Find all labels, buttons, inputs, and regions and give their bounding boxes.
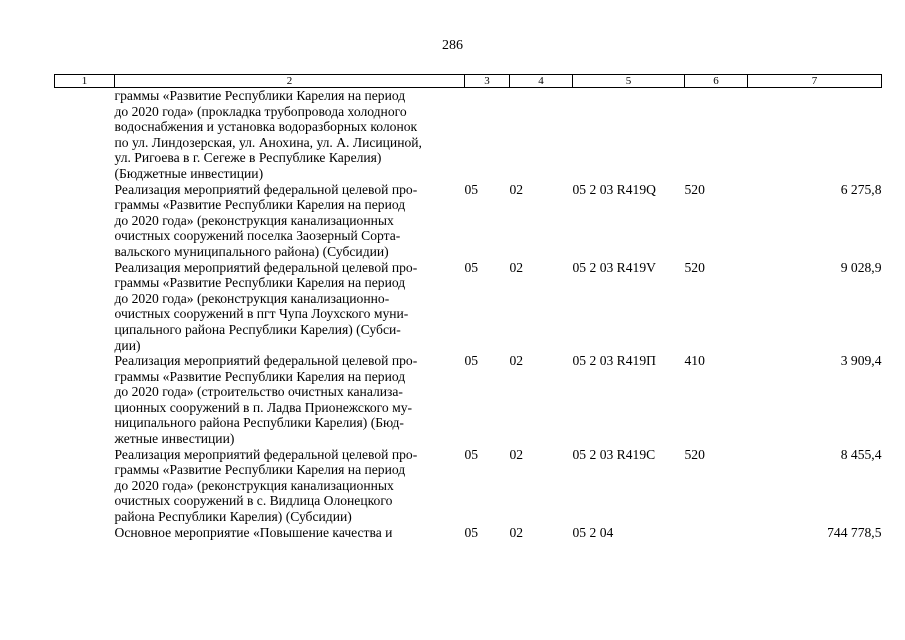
cell-col1	[55, 260, 115, 354]
cell-subsection: 02	[509, 446, 524, 462]
description-line: Реализация мероприятий федеральной целевой про-	[114, 446, 418, 462]
description-line: граммы «Развитие Республики Карелия на период	[114, 197, 406, 213]
column-header-5: 5	[573, 75, 685, 88]
cell-subsection	[510, 88, 573, 182]
cell-subsection: 02	[509, 181, 524, 197]
cell-description	[115, 447, 465, 525]
table-body	[55, 88, 882, 541]
column-header-1: 1	[55, 75, 115, 88]
cell-target-article: 05 2 03 R419П	[572, 353, 656, 369]
cell-section	[465, 88, 510, 182]
cell-section: 05	[464, 259, 479, 275]
description-text	[115, 525, 457, 541]
cell-description	[115, 525, 465, 541]
cell-amount: 744 778,5	[827, 524, 882, 540]
cell-target-article: 05 2 03 R419С	[572, 446, 656, 462]
cell-col1	[55, 88, 115, 182]
cell-target-article: 05 2 04	[572, 524, 614, 540]
table-row	[55, 260, 882, 354]
cell-description	[115, 260, 465, 354]
cell-col1	[55, 447, 115, 525]
description-line: граммы «Развитие Республики Карелия на период	[114, 275, 406, 291]
description-line: очистных сооружений в с. Видлица Олонецкого	[114, 493, 393, 509]
cell-subsection: 02	[509, 259, 524, 275]
cell-description	[115, 182, 465, 260]
description-text	[115, 260, 457, 354]
cell-expense-type	[685, 525, 748, 541]
cell-col1	[55, 353, 115, 447]
description-line: жетные инвестиции)	[114, 431, 235, 447]
description-line: ниципального района Республики Карелия) (Бюд-	[114, 415, 404, 431]
table-header	[55, 75, 882, 88]
column-header-2: 2	[115, 75, 465, 88]
cell-expense-type: 410	[684, 353, 705, 369]
description-line: до 2020 года» (реконструкция канализационно-	[114, 290, 390, 306]
cell-section: 05	[464, 524, 479, 540]
table-row	[55, 353, 882, 447]
description-line: Основное мероприятие «Повышение качества и	[114, 524, 393, 540]
description-line: вальского муниципального района) (Субсидии)	[114, 243, 389, 259]
description-line: по ул. Линдозерская, ул. Анохина, ул. А. Лисициной,	[114, 134, 422, 150]
table-row	[55, 182, 882, 260]
cell-amount: 6 275,8	[840, 181, 882, 197]
description-line: дии)	[114, 337, 141, 353]
cell-amount: 8 455,4	[840, 446, 882, 462]
table-row	[55, 88, 882, 182]
description-line: района Республики Карелия) (Субсидии)	[114, 509, 352, 525]
description-line: Реализация мероприятий федеральной целевой про-	[114, 353, 418, 369]
description-line: (Бюджетные инвестиции)	[114, 165, 264, 181]
cell-target-article: 05 2 03 R419V	[572, 259, 656, 275]
description-line: граммы «Развитие Республики Карелия на период	[114, 462, 406, 478]
table-row	[55, 447, 882, 525]
cell-target-article	[573, 88, 685, 182]
description-line: ционных сооружений в п. Ладва Прионежского му-	[114, 399, 413, 415]
description-line: Реализация мероприятий федеральной целевой про-	[114, 259, 418, 275]
cell-expense-type	[685, 88, 748, 182]
column-header-3: 3	[465, 75, 510, 88]
cell-section: 05	[464, 446, 479, 462]
description-line: до 2020 года» (реконструкция канализационных	[114, 477, 394, 493]
table-row	[55, 525, 882, 541]
cell-expense-type: 520	[684, 259, 705, 275]
cell-target-article: 05 2 03 R419Q	[572, 181, 656, 197]
description-line: до 2020 года» (прокладка трубопровода холодного	[114, 103, 407, 119]
description-text	[115, 182, 457, 260]
cell-description	[115, 353, 465, 447]
column-header-7: 7	[748, 75, 882, 88]
description-line: очистных сооружений поселка Заозерный Сорта-	[114, 228, 401, 244]
description-text	[115, 353, 457, 447]
cell-section: 05	[464, 353, 479, 369]
description-line: очистных сооружений в пгт Чупа Лоухского муни-	[114, 306, 409, 322]
description-line: Реализация мероприятий федеральной целевой про-	[114, 181, 418, 197]
cell-col1	[55, 525, 115, 541]
description-line: до 2020 года» (реконструкция канализационных	[114, 212, 394, 228]
description-line: ул. Ригоева в г. Сегеже в Республике Карелия)	[114, 150, 382, 166]
description-line: водоснабжения и установка водоразборных колонок	[114, 119, 418, 135]
page-number: 286	[442, 38, 463, 53]
description-line: граммы «Развитие Республики Карелия на период	[114, 368, 406, 384]
cell-amount	[748, 88, 882, 182]
description-line: ципального района Республики Карелия) (Субси-	[114, 321, 401, 337]
cell-description	[115, 88, 465, 182]
description-line: граммы «Развитие Республики Карелия на период	[114, 88, 406, 103]
cell-expense-type: 520	[684, 181, 705, 197]
description-line: до 2020 года» (строительство очистных канализа-	[114, 384, 403, 400]
column-header-4: 4	[510, 75, 573, 88]
column-header-6: 6	[685, 75, 748, 88]
header-row	[55, 75, 882, 88]
description-text	[115, 88, 457, 182]
cell-subsection: 02	[509, 524, 524, 540]
cell-expense-type: 520	[684, 446, 705, 462]
cell-amount: 3 909,4	[840, 353, 882, 369]
budget-table	[54, 74, 882, 540]
cell-col1	[55, 182, 115, 260]
cell-amount: 9 028,9	[840, 259, 882, 275]
description-text	[115, 447, 457, 525]
cell-subsection: 02	[509, 353, 524, 369]
cell-section: 05	[464, 181, 479, 197]
